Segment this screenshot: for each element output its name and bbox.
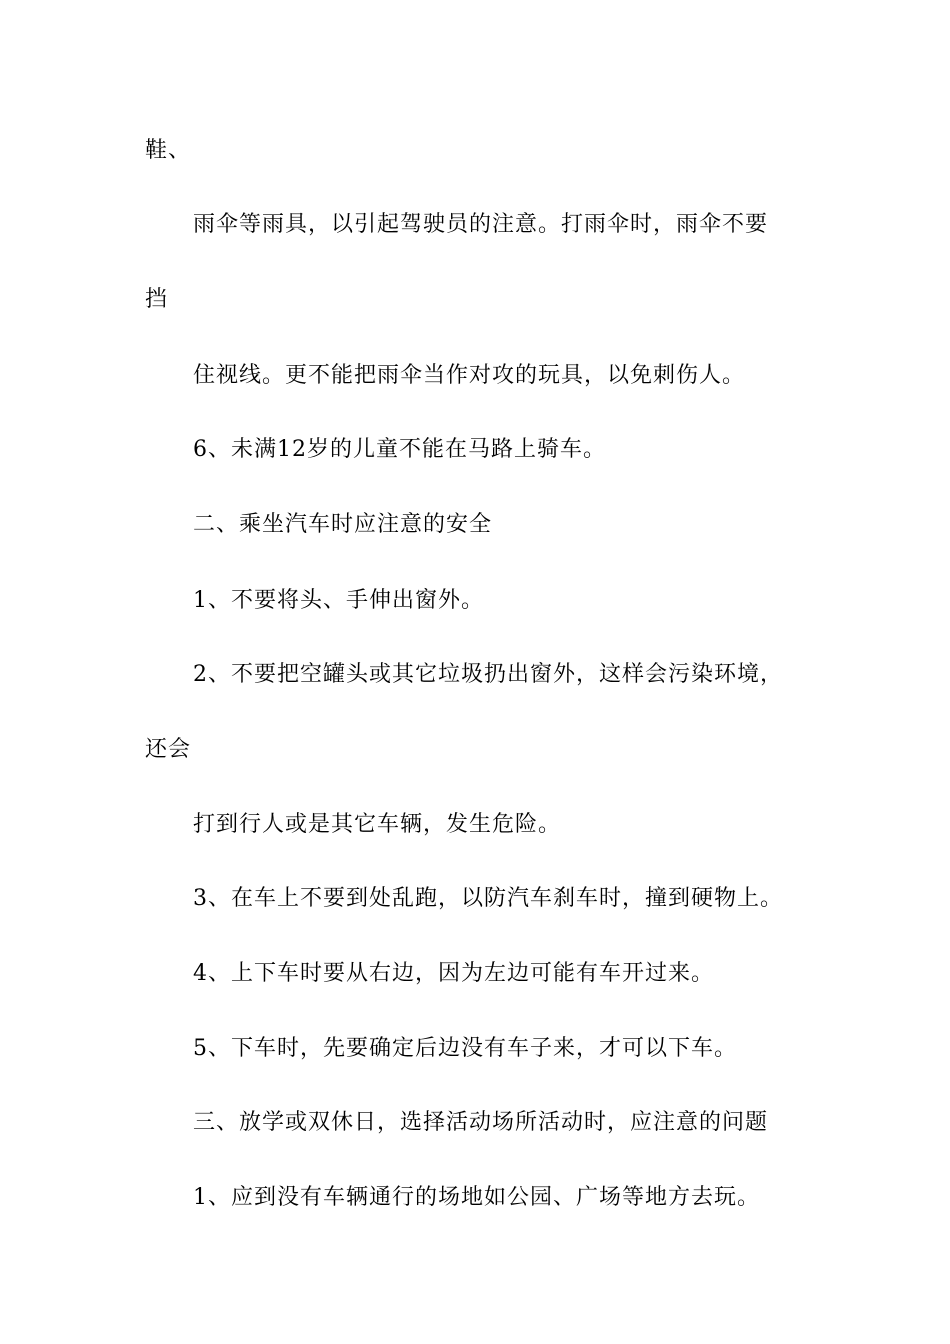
section-heading: 二、乘坐汽车时应注意的安全 [193,512,493,537]
text-line: 2、不要把空罐头或其它垃圾扔出窗外，这样会污染环境， [193,662,783,687]
text-line: 3、在车上不要到处乱跑，以防汽车刹车时，撞到硬物上。 [193,886,783,911]
text-line: 雨伞等雨具，以引起驾驶员的注意。打雨伞时，雨伞不要 [193,212,769,237]
text-line: 1、不要将头、手伸出窗外。 [193,588,484,613]
text-line: 4、上下车时要从右边，因为左边可能有车开过来。 [193,961,714,986]
text-line: 5、下车时，先要确定后边没有车子来，才可以下车。 [193,1036,737,1061]
text-line: 挡 [145,287,169,312]
text-line: 鞋、 [145,138,192,163]
text-line: 还会 [145,737,192,762]
text-line: 6、未满12岁的儿童不能在马路上骑车。 [193,437,606,462]
text-line: 打到行人或是其它车辆，发生危险。 [193,812,562,837]
section-heading: 三、放学或双休日，选择活动场所活动时，应注意的问题 [193,1110,769,1135]
text-line: 住视线。更不能把雨伞当作对攻的玩具，以免刺伤人。 [193,363,746,388]
text-line: 1、应到没有车辆通行的场地如公园、广场等地方去玩。 [193,1185,760,1210]
